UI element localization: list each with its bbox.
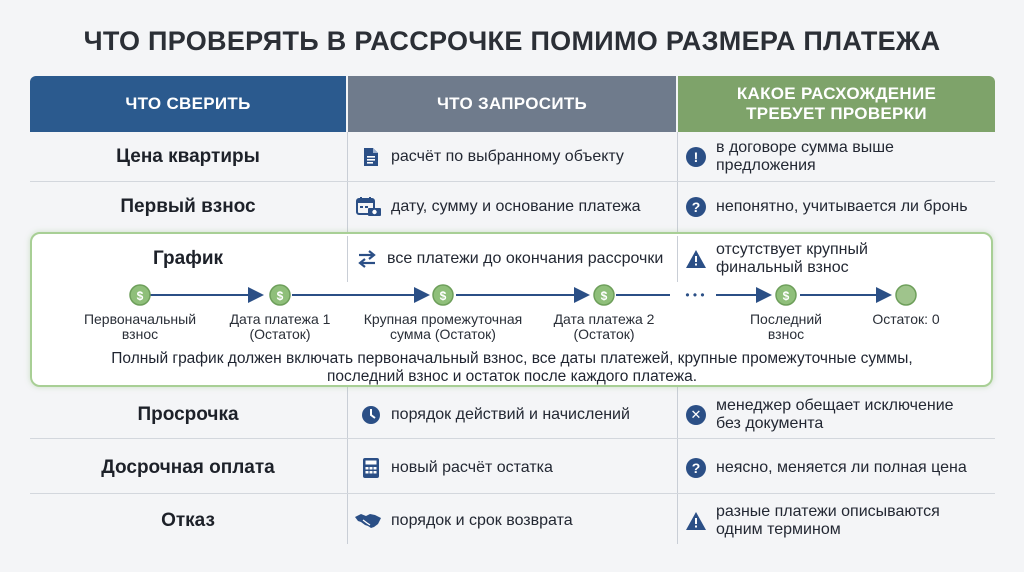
check-text-line2: финальный взнос bbox=[716, 259, 849, 276]
row-request bbox=[356, 182, 666, 232]
check-text-line1: неясно, меняется ли полная цена bbox=[716, 459, 967, 476]
row-request bbox=[354, 496, 664, 546]
header-discrepancy-line2: ТРЕБУЕТ ПРОВЕРКИ bbox=[746, 104, 927, 123]
row-check bbox=[685, 443, 985, 493]
check-text-line1: менеджер обещает исключение bbox=[716, 397, 954, 414]
table-row bbox=[30, 443, 995, 493]
table-row bbox=[30, 496, 995, 546]
row-request bbox=[360, 443, 670, 493]
timeline-label: Дата платежа 1 (Остаток) bbox=[229, 311, 331, 342]
header-what-to-request: ЧТО ЗАПРОСИТЬ bbox=[348, 76, 676, 132]
question-icon: ? bbox=[685, 196, 707, 218]
row-check bbox=[685, 390, 985, 440]
check-text-line1: отсутствует крупный bbox=[716, 241, 868, 258]
row-check bbox=[685, 236, 985, 282]
check-text-line1: в договоре сумма выше bbox=[716, 138, 894, 156]
timeline-node bbox=[433, 285, 453, 305]
row-check bbox=[685, 182, 985, 232]
dollar-icon: $ bbox=[136, 289, 144, 303]
timeline-node bbox=[130, 285, 150, 305]
check-text-line1: разные платежи описываются bbox=[716, 503, 940, 520]
page-title: ЧТО ПРОВЕРЯТЬ В РАССРОЧКЕ ПОМИМО РАЗМЕРА ПЛАТЕЖА bbox=[83, 26, 941, 56]
request-text: новый расчёт остатка bbox=[391, 459, 553, 476]
row-request bbox=[356, 236, 666, 282]
calendar-money-icon bbox=[356, 196, 382, 218]
warning-icon bbox=[685, 510, 707, 532]
timeline-label: Последний взнос bbox=[749, 311, 823, 342]
document-icon bbox=[360, 146, 382, 168]
table-row bbox=[30, 390, 995, 440]
request-text: расчёт по выбранному объекту bbox=[391, 147, 624, 165]
row-request bbox=[360, 132, 670, 181]
request-text: дату, сумму и основание платежа bbox=[391, 198, 641, 215]
check-text-line2: без документа bbox=[716, 415, 824, 432]
request-text: порядок действий и начислений bbox=[391, 406, 630, 423]
exclamation-icon: ! bbox=[685, 146, 707, 168]
check-text-line2: предложения bbox=[716, 156, 816, 174]
row-item-label: Цена квартиры bbox=[116, 145, 260, 167]
timeline-node bbox=[776, 285, 796, 305]
table-row bbox=[30, 132, 995, 181]
x-icon: ✕ bbox=[685, 404, 707, 426]
warning-icon bbox=[685, 248, 707, 270]
timeline-node bbox=[270, 285, 290, 305]
row-divider bbox=[30, 493, 995, 494]
timeline-label: Первоначальный взнос bbox=[83, 311, 197, 342]
timeline-ellipsis: • • • bbox=[685, 288, 705, 302]
dollar-icon: $ bbox=[600, 289, 608, 303]
clock-icon bbox=[360, 404, 382, 426]
timeline-label: Дата платежа 2 (Остаток) bbox=[553, 311, 655, 342]
row-item-label: Просрочка bbox=[137, 404, 239, 425]
check-text-line1: непонятно, учитывается ли бронь bbox=[716, 198, 968, 215]
timeline-label: Крупная промежуточная сумма (Остаток) bbox=[363, 311, 523, 342]
row-request bbox=[360, 390, 670, 440]
row-item-label: Первый взнос bbox=[120, 196, 256, 217]
header-what-to-check: ЧТО СВЕРИТЬ bbox=[30, 76, 346, 132]
table-row-schedule bbox=[30, 236, 995, 282]
row-item-label: График bbox=[152, 248, 224, 269]
dollar-icon: $ bbox=[782, 289, 790, 303]
table-row bbox=[30, 182, 995, 232]
schedule-note: Полный график должен включать первоначальный взнос, все даты платежей, крупные промежуточные суммы, последний взнос и остаток после каждого платежа. bbox=[111, 350, 913, 385]
calculator-icon bbox=[360, 457, 382, 479]
row-item-label: Отказ bbox=[161, 510, 215, 531]
header-discrepancy-line1: КАКОЕ РАСХОЖДЕНИЕ bbox=[736, 84, 937, 103]
header-discrepancy bbox=[678, 76, 995, 132]
dollar-icon: $ bbox=[439, 289, 447, 303]
row-check bbox=[685, 496, 985, 546]
row-item-label: Досрочная оплата bbox=[101, 457, 275, 478]
row-check bbox=[685, 132, 985, 181]
question-icon: ? bbox=[685, 457, 707, 479]
request-text: порядок и срок возврата bbox=[391, 512, 573, 529]
handshake-icon bbox=[354, 510, 382, 532]
arrows-exchange-icon bbox=[356, 248, 378, 270]
timeline-node bbox=[594, 285, 614, 305]
timeline-node-end bbox=[896, 285, 916, 305]
dollar-icon: $ bbox=[276, 289, 284, 303]
check-text-line2: одним термином bbox=[716, 521, 841, 538]
timeline-label: Остаток: 0 bbox=[872, 311, 940, 327]
request-text: все платежи до окончания рассрочки bbox=[387, 250, 664, 267]
